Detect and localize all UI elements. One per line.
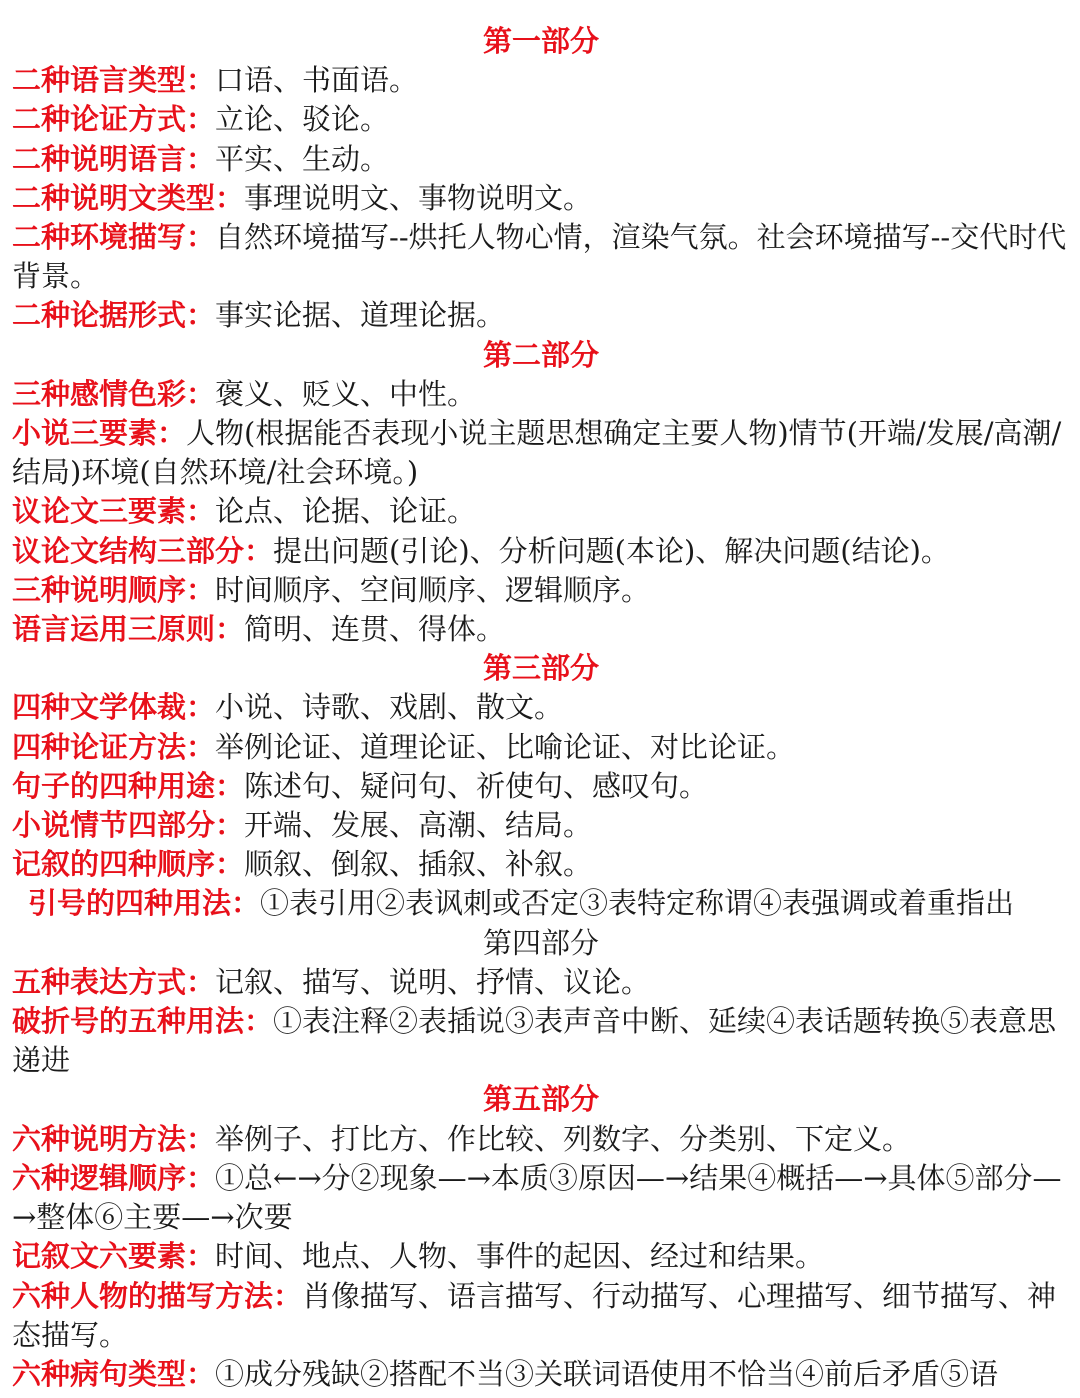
item-term: 三种感情色彩： [12, 376, 216, 411]
list-item [12, 767, 1070, 806]
item-term: 二种语言类型： [12, 63, 216, 98]
list-item [12, 375, 1070, 414]
list-item [12, 100, 1070, 139]
item-text: 顺叙、倒叙、插叙、补叙。 [244, 847, 593, 882]
item-term: 五种表达方式： [12, 964, 216, 999]
item-text: 时间、地点、人物、事件的起因、经过和结果。 [215, 1239, 825, 1274]
section-heading-4: 第四部分 [482, 925, 599, 960]
item-term: 六种病句类型： [12, 1356, 216, 1391]
list-item [12, 845, 1070, 884]
item-text: 立论、驳论。 [215, 102, 390, 137]
item-term: 议论文三要素： [12, 494, 216, 529]
list-item [12, 1159, 1070, 1237]
item-text: 举例子、打比方、作比较、列数字、分类别、下定义。 [215, 1121, 912, 1156]
list-item [12, 1277, 1070, 1355]
item-text: 简明、连贯、得体。 [244, 612, 506, 647]
item-text: 记叙、描写、说明、抒情、议论。 [215, 964, 651, 999]
item-term: 六种说明方法： [12, 1121, 216, 1156]
item-text: 提出问题(引论)、分析问题(本论)、解决问题(结论)。 [273, 533, 950, 568]
item-text: ①成分残缺②搭配不当③关联词语使用不恰当④前后矛盾⑤语 [215, 1356, 999, 1391]
item-text: 事理说明文、事物说明文。 [244, 180, 593, 215]
item-term: 句子的四种用途： [12, 768, 245, 803]
list-item [12, 884, 1070, 923]
list-item [12, 728, 1070, 767]
list-item [12, 532, 1070, 571]
item-term: 二种说明语言： [12, 141, 216, 176]
item-text: 口语、书面语。 [215, 63, 419, 98]
list-item [12, 179, 1070, 218]
item-text: 人物(根据能否表现小说主题思想确定主要人物)情节(开端/发展/高潮/结局)环境(自然环境/社会环境。) [12, 416, 1062, 490]
item-text: ①总←→分②现象—→本质③原因—→结果④概括—→具体⑤部分—→整体⑥主要—→次要 [12, 1160, 1062, 1235]
item-text: 举例论证、道理论证、比喻论证、对比论证。 [215, 729, 796, 764]
section-heading-5: 第五部分 [482, 1082, 599, 1117]
item-text: 褒义、贬义、中性。 [215, 376, 477, 411]
item-term: 小说情节四部分： [12, 808, 245, 843]
item-text: 论点、论据、论证。 [215, 494, 477, 529]
item-term: 二种环境描写： [12, 220, 216, 255]
item-term: 四种文学体裁： [12, 690, 216, 725]
item-text: 开端、发展、高潮、结局。 [244, 808, 593, 843]
item-term: 议论文结构三部分： [12, 533, 274, 568]
list-item [12, 218, 1070, 296]
item-term: 四种论证方法： [12, 729, 216, 764]
section-heading-2: 第二部分 [482, 337, 599, 372]
list-item [12, 296, 1070, 335]
item-term: 二种论据形式： [12, 298, 216, 333]
list-item [12, 61, 1070, 100]
document-body [12, 22, 1070, 1394]
item-text: ①表注释②表插说③表声音中断、延续④表话题转换⑤表意思递进 [12, 1004, 1057, 1078]
item-term: 六种逻辑顺序： [12, 1160, 216, 1195]
list-item [12, 140, 1070, 179]
item-term: 语言运用三原则： [12, 612, 245, 647]
item-term: 二种论证方式： [12, 102, 216, 137]
list-item [12, 688, 1070, 727]
item-term: 二种说明文类型： [12, 180, 245, 215]
section-heading-1: 第一部分 [482, 24, 599, 58]
list-item [12, 414, 1070, 492]
item-term: 小说三要素： [12, 416, 187, 451]
item-term: 六种人物的描写方法： [12, 1278, 303, 1313]
list-item [12, 1002, 1070, 1080]
list-item [12, 1120, 1070, 1159]
list-item [12, 1355, 1070, 1394]
list-item [12, 610, 1070, 649]
item-term: 引号的四种用法： [28, 886, 261, 921]
list-item [12, 963, 1070, 1002]
item-term: 三种说明顺序： [12, 572, 216, 607]
item-text: 自然环境描写--烘托人物心情，渲染气氛。社会环境描写--交代时代背景。 [12, 220, 1067, 294]
item-text: 陈述句、疑问句、祈使句、感叹句。 [244, 768, 709, 803]
list-item [12, 806, 1070, 845]
item-text: 事实论据、道理论据。 [215, 298, 506, 333]
list-item [12, 492, 1070, 531]
list-item [12, 571, 1070, 610]
list-item [12, 1237, 1070, 1276]
item-term: 记叙的四种顺序： [12, 847, 245, 882]
item-text: 小说、诗歌、戏剧、散文。 [215, 690, 564, 725]
item-term: 破折号的五种用法： [12, 1004, 274, 1039]
item-text: ①表引用②表讽刺或否定③表特定称谓④表强调或着重指出 [260, 886, 1015, 921]
item-term: 记叙文六要素： [12, 1239, 216, 1274]
item-text: 时间顺序、空间顺序、逻辑顺序。 [215, 572, 651, 607]
item-text: 肖像描写、语言描写、行动描写、心理描写、细节描写、神态描写。 [12, 1278, 1057, 1352]
item-text: 平实、生动。 [215, 141, 390, 176]
section-heading-3: 第三部分 [482, 651, 599, 686]
